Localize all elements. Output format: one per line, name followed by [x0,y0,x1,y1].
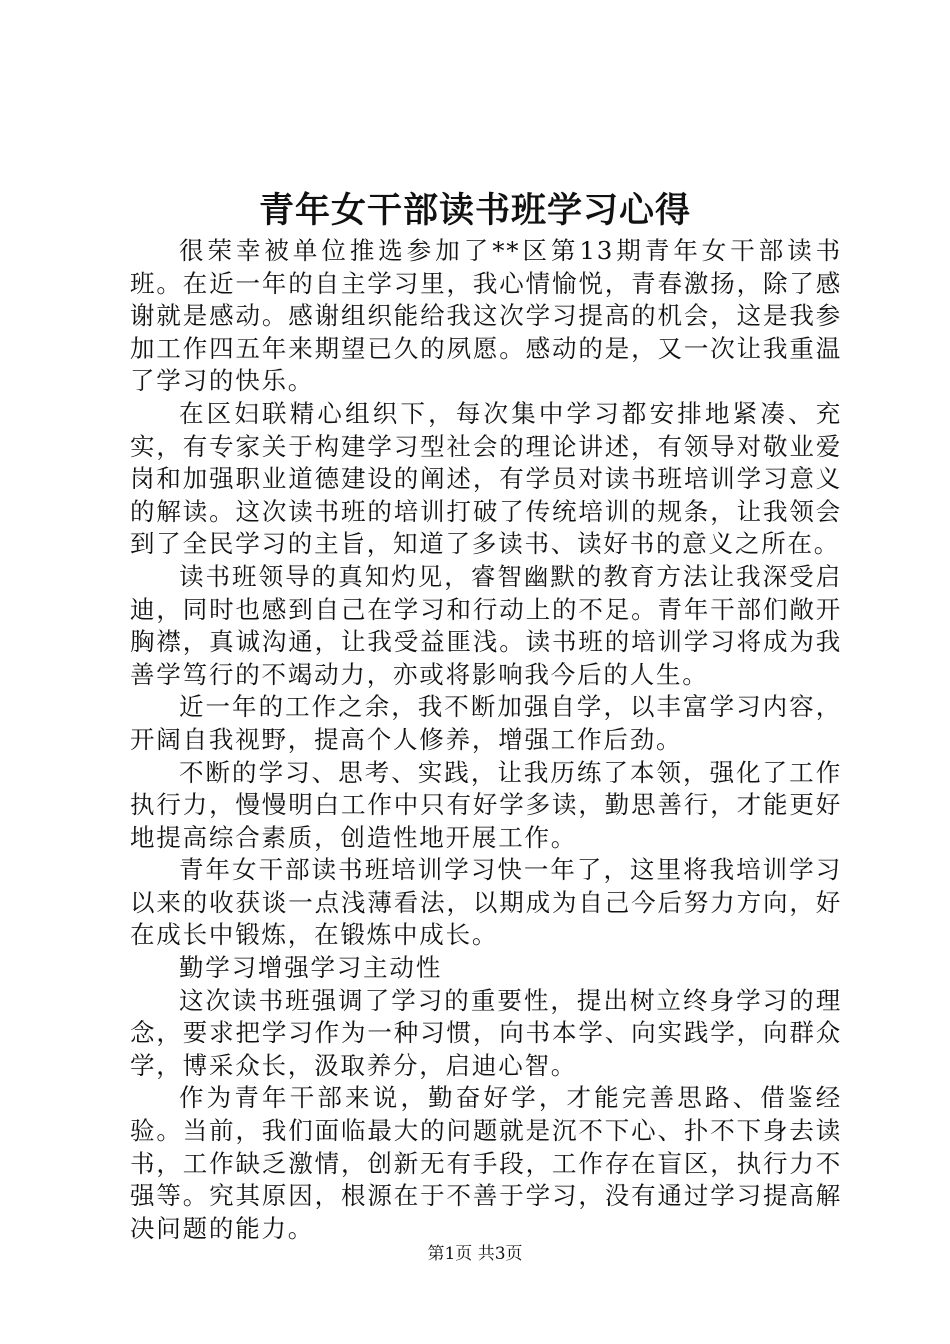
page-footer: 第1页 共3页 [427,1244,523,1264]
document-body [130,235,842,1245]
paragraph: 很荣幸被单位推选参加了**区第13期青年女干部读书班。在近一年的自主学习里，我心情愉悦，青春激扬，除了感谢就是感动。感谢组织能给我这次学习提高的机会，这是我参加工作四五年来期望已久的夙愿。感动的是，又一次让我重温了学习的快乐。 [130,236,842,396]
paragraph: 读书班领导的真知灼见，睿智幽默的教育方法让我深受启迪，同时也感到自己在学习和行动上的不足。青年干部们敞开胸襟，真诚沟通，让我受益匪浅。读书班的培训学习将成为我善学笃行的不竭动力，亦或将影响我今后的人生。 [130,561,842,689]
paragraph: 不断的学习、思考、实践，让我历练了本领，强化了工作执行力，慢慢明白工作中只有好学多读，勤思善行，才能更好地提高综合素质，创造性地开展工作。 [130,757,842,852]
section-heading: 勤学习增强学习主动性 [179,953,442,983]
paragraph: 青年女干部读书班培训学习快一年了，这里将我培训学习以来的收获谈一点浅薄看法，以期成为自己今后努力方向，好在成长中锻炼，在锻炼中成长。 [130,855,842,950]
paragraph: 近一年的工作之余，我不断加强自学，以丰富学习内容，开阔自我视野，提高个人修养，增强工作后劲。 [130,692,842,754]
paragraph: 在区妇联精心组织下，每次集中学习都安排地紧凑、充实，有专家关于构建学习型社会的理论讲述，有领导对敬业爱岗和加强职业道德建设的阐述，有学员对读书班培训学习意义的解读。这次读书班的培训打破了传统培训的规条，让我领会到了全民学习的主旨，知道了多读书、读好书的意义之所在。 [130,398,842,559]
paragraph: 这次读书班强调了学习的重要性，提出树立终身学习的理念，要求把学习作为一种习惯，向书本学、向实践学，向群众学，博采众长，汲取养分，启迪心智。 [130,985,842,1080]
document-title: 青年女干部读书班学习心得 [258,190,691,231]
paragraph: 作为青年干部来说，勤奋好学，才能完善思路、借鉴经验。当前，我们面临最大的问题就是沉不下心、扑不下身去读书，工作缺乏激情，创新无有手段，工作存在盲区，执行力不强等。究其原因，根源在于不善于学习，没有通过学习提高解决问题的能力。 [130,1083,842,1243]
